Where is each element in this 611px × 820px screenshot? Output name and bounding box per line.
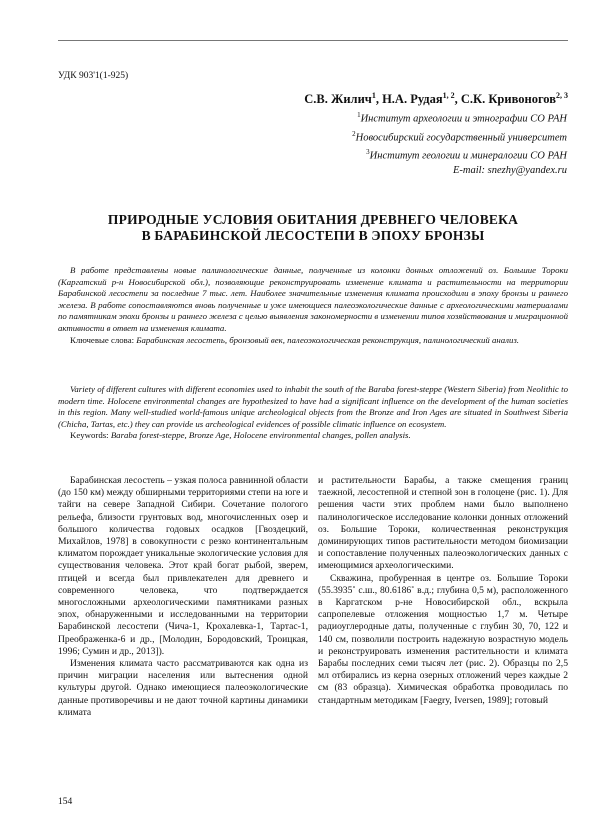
author-name: С.К. Кривоногов xyxy=(460,92,556,107)
author-affil-ref: 1, 2 xyxy=(442,91,455,100)
body-column-left xyxy=(58,475,308,719)
abstract-ru-block xyxy=(58,265,568,346)
affiliation-line: $^3$Институт геологии и минералогии СО РАН xyxy=(366,148,567,162)
keywords-en-label: Keywords: xyxy=(70,430,109,441)
abstract-ru: В работе представлены новые палинологические данные, полученные из колонки донных отложений оз. Большие Тороки (Каргатский р-н Новосибирской обл.), позволяющие реконструировать изменение климата и растительности на территории Барабинской лесостепи за последние 7 тыс. лет. Наиболее значительные изменения климата происходили в эпоху бронзы и раннего железа. В работе сопоставляются вновь полученные и уже имеющиеся палеоэкологические данные с археологическими материалами по памятникам эпохи бронзы и раннего железа с целью выявления закономерности в изменении типов хозяйствования и миграционной активности в ответ на изменения климата. xyxy=(58,265,568,333)
header-rule xyxy=(58,40,568,41)
author-name: С.В. Жилич xyxy=(304,92,372,107)
body-paragraph: Изменения климата часто рассматриваются как одна из причин миграции населения или вытеснения одной культуры другой. Однако имеющиеся палеоэкологические данные противоречивы и не дают точной картины динамики климата xyxy=(58,658,308,718)
body-paragraph: и растительности Барабы, а также смещения границ таежной, лесостепной и степной зон в голоцене (рис. 1). Для решения части этих проблем нами было выполнено палинологическое исследование колонки донных отложений оз. Большие Тороки, количественная реконструкция доминирующих типов растительности методом биомизации и сопоставление полученных палеоэкологических данных с имеющимися археологическими. xyxy=(318,475,568,572)
keywords-ru-text: Барабинская лесостепь, бронзовый век, палеоэкологическая реконструкция, палинологический анализ. xyxy=(136,334,520,345)
abstract-en: Variety of different cultures with different economies used to inhabit the south of the Baraba forest-steppe (Western Siberia) from Neolithic to modern time. Holocene environmental changes are hypothesized to have had a significant influence on the development of the human societies in this region. Many well-studied world-famous unique archeological objects from the Bronze and Iron Ages are situated in Southwest Siberia (Chicha, Tartas, etc.) they can provide us archeological evidences of possible climatic influence on ecosystem. xyxy=(58,384,568,429)
body-paragraph: Барабинская лесостепь – узкая полоса равнинной области (до 150 км) между обширными территориями степи на юге и тайги на севере Западной Сибири. Сочетание пологого рельефа, близости грунтовых вод, многочисленных озер и большого количества годовых осадков [Гвоздецкий, Михайлов, 1978] в совокупности с резко континентальным климатом порождает уникальные экологические условия для существования человека. Этот край богат рыбой, зверем, птицей и всегда был привлекателен для древнего и современного человека, что подтверждается многосложными археологическими памятниками разных эпох, обнаруженными и исследованными на территории Барабинской лесостепи (Чича-1, Крохалевка-1, Тартас-1, Преображенка-6 и др., [Молодин, Бородовский, Троицкая, 1996; Сумин и др., 2013]). xyxy=(58,475,308,657)
keywords-ru-label: Ключевые слова: xyxy=(70,334,135,345)
udk-code: УДК 903'1(1-925) xyxy=(58,71,129,81)
affiliation-line: $^1$Институт археологии и этнографии СО РАН xyxy=(357,111,567,125)
paper-title xyxy=(58,212,568,244)
affiliation-line: $^2$Новосибирский государственный университет xyxy=(352,129,567,143)
author-name: Н.А. Рудая xyxy=(382,92,443,107)
author-list: С.В. Жилич$^1$, Н.А. Рудая$^{1, 2}$, С.К. Кривоногов$^{2, 3}$ xyxy=(304,91,568,107)
title-line: ПРИРОДНЫЕ УСЛОВИЯ ОБИТАНИЯ ДРЕВНЕГО ЧЕЛОВЕКА xyxy=(107,212,519,227)
abstract-en-block xyxy=(58,384,568,442)
author-affil-ref: 2, 3 xyxy=(556,91,568,100)
author-email: E-mail: snezhy@yandex.ru xyxy=(452,164,567,176)
body-column-right xyxy=(318,475,568,707)
body-paragraph: Скважина, пробуренная в центре оз. Большие Тороки (55.3935˚ с.ш., 80.6186˚ в.д.; глубина 0,5 м), расположенного в Каргатском р-не Новосибирской обл., вскрыла сапропелевые отложения мощностью 1,7 м. Четыре радиоуглеродные даты, полученные с глубин 30, 70, 122 и 140 см, позволили построить надежную возрастную модель и реконструировать изменения растительности и климата Барабы последних семи тысяч лет (рис. 2). Образцы по 2,5 мл отбирались из керна озерных отложений через каждые 2 см (83 образца). Химическая обработка проводилась по стандартным методикам [Faegry, Iversen, 1989]; готовый xyxy=(318,572,568,706)
keywords-en-text: Baraba forest-steppe, Bronze Age, Holocene environmental changes, pollen analysis. xyxy=(110,430,411,441)
affiliations xyxy=(352,108,567,178)
keywords-ru xyxy=(58,335,568,347)
author-affil-ref: 1 xyxy=(371,91,376,100)
title-line: В БАРАБИНСКОЙ ЛЕСОСТЕПИ В ЭПОХУ БРОНЗЫ xyxy=(141,228,485,243)
page-number: 154 xyxy=(58,797,73,807)
keywords-en xyxy=(58,430,568,442)
